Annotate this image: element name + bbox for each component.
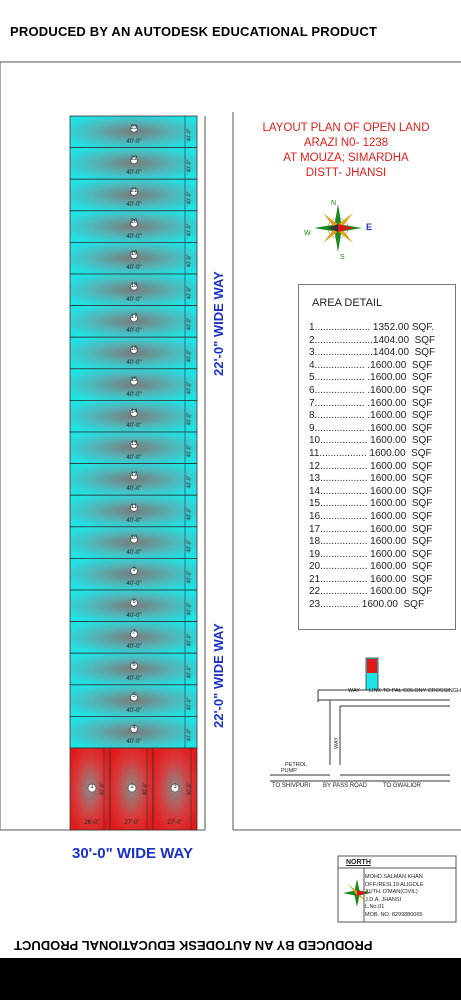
plot-width-label: 40'-0" [126, 739, 142, 746]
title-line-1: LAYOUT PLAN OF OPEN LAND [262, 122, 430, 134]
plot-width-label: 40'-0" [126, 138, 142, 145]
plot-number: 17 [130, 314, 138, 321]
plot-number: 22 [130, 156, 138, 163]
plot-side-label: 40'-0" [186, 286, 193, 300]
area-row: 16................. 1600.00 SQF [309, 510, 433, 522]
plots-group [70, 116, 197, 748]
plot-side-label: 40'-0" [186, 318, 193, 331]
plot-number: 21 [130, 187, 138, 194]
plot-side-label: 40'-0" [186, 507, 193, 521]
owner-line: MOB. NO. 8299880065 [365, 911, 423, 918]
plot-width-label: 40'-0" [126, 328, 142, 335]
map-gwalior-label: TO GWALIOR [383, 783, 422, 789]
plot-number: 9 [132, 567, 136, 574]
area-row: 1.................... 1352.00 SQF. [309, 322, 435, 333]
plot-side-label: 40'-0" [186, 539, 193, 552]
plot-number: 4 [132, 725, 136, 732]
title-line-4: DISTT- JHANSI [305, 167, 387, 179]
plot-width-label: 40'-0" [126, 201, 142, 208]
map-bypass-label: BY PASS ROAD [323, 783, 368, 789]
plot-width-label: 40'-0" [126, 233, 142, 240]
plot-width-label: 40'-0" [126, 581, 142, 588]
owner-line: OFF./RESI.19 ALIGOLE [365, 881, 424, 888]
area-row: 20................. 1600.00 SQF [309, 561, 433, 573]
corner-side-label: 40'-0" [99, 782, 106, 796]
map-way-label: WAY [348, 688, 360, 694]
area-row: 21................. 1600.00 SQF [309, 573, 433, 585]
plot-width-label: 40'-0" [126, 265, 142, 272]
corner-plot-number: 2 [130, 784, 134, 790]
plot-side-label: 40'-0" [186, 412, 193, 426]
map-pump-label: PUMP [281, 768, 297, 774]
plot-number: 20 [130, 219, 138, 226]
area-detail-list [309, 322, 435, 612]
area-row: 15................. 1600.00 SQF [309, 498, 433, 510]
plot-side-label: 40'-0" [186, 665, 193, 679]
plot-width-label: 40'-0" [126, 644, 142, 651]
owner-line: AUTH. D'MAN(CIVIL) [365, 889, 418, 896]
footer-bar [0, 958, 461, 1000]
plot-side-label: 40'-0" [186, 476, 193, 489]
plot-side-label: 40'-0" [186, 254, 193, 268]
plot-width-label: 40'-0" [126, 549, 142, 556]
plot-width-label: 40'-0" [126, 707, 142, 714]
plot-width-label: 40'-0" [126, 675, 142, 682]
compass-e: E [366, 222, 373, 232]
plot-number: 14 [130, 409, 138, 416]
plot-number: 7 [132, 630, 136, 637]
map-way-vertical: WAY [333, 737, 340, 749]
plot-side-label: 40'-0" [186, 381, 193, 394]
area-row: 23.............. 1600.00 SQF [309, 599, 425, 611]
plot-width-label: 40'-0" [126, 296, 142, 303]
north-label: NORTH [346, 859, 371, 866]
owner-stamp [365, 874, 424, 920]
plot-side-label: 40'-0" [186, 349, 193, 363]
plot-side-label: 40'-0" [186, 602, 193, 616]
plot-side-label: 40'-0" [186, 191, 193, 205]
plot-width-label: 40'-0" [126, 359, 142, 366]
plot-width-label: 40'-0" [126, 486, 142, 493]
plot-number: 13 [130, 440, 138, 447]
plot-width-label: 40'-0" [126, 454, 142, 461]
plot-number: 18 [130, 282, 138, 289]
title-line-3: AT MOUZA; SIMARDHA [283, 152, 409, 164]
corner-side-label: 40'-0" [186, 782, 193, 796]
area-row: 9.................. .1600.00 SQF [309, 422, 433, 434]
watermark-bottom: PRODUCED BY AN AUTODESK EDUCATIONAL PRODUCT [14, 938, 373, 953]
plot-width-label: 40'-0" [126, 391, 142, 398]
map-petrol-label: PETROL [285, 762, 308, 768]
plot-side-label: 40'-0" [186, 444, 193, 458]
plot-number: 16 [130, 345, 138, 352]
area-row: 8.................. .1600.00 SQF [309, 410, 433, 422]
area-row: 5.................. .1600.00 SQF [309, 372, 433, 384]
plot-side-label: 40'-0" [186, 634, 193, 647]
area-row: 18................. 1600.00 SQF [309, 536, 433, 548]
owner-line: MOHD.SALMAN KHAN [365, 874, 423, 880]
area-row: 2.....................1404.00 SQF [309, 334, 436, 346]
corner-side-label: 40'-0" [142, 782, 149, 796]
corner-width-label: 27'-0" [124, 820, 140, 826]
compass-w: W [304, 230, 311, 237]
area-row: 11................. 1600.00 SQF [309, 447, 432, 459]
way-label-right-lower: 22'-0" WIDE WAY [211, 623, 226, 728]
area-row: 12................. 1600.00 SQF [309, 460, 433, 472]
area-row: 6.................. .1600.00 SQF [309, 384, 433, 396]
corner-plot-number: 1 [90, 784, 94, 790]
plot-number: 11 [130, 503, 138, 510]
area-row: 17................. 1600.00 SQF [309, 523, 433, 535]
plot-width-label: 40'-0" [126, 517, 142, 524]
area-row: 22................. 1600.00 SQF [309, 586, 433, 598]
plot-side-label: 40'-0" [186, 128, 193, 142]
plot-side-label: 40'-0" [186, 570, 193, 584]
plot-number: 8 [132, 598, 136, 605]
owner-line: L.No.01 [365, 904, 385, 911]
olx-logo: OLX [393, 931, 435, 953]
watermark-top: PRODUCED BY AN AUTODESK EDUCATIONAL PRODUCT [10, 24, 378, 39]
corner-plot-number: 3 [173, 784, 177, 790]
corner-width-label: 27'-0" [167, 820, 183, 826]
plot-side-label: 40'-0" [186, 223, 193, 236]
plot-number: 23 [130, 124, 138, 131]
plot-number: 10 [130, 535, 138, 542]
compass-s: S [340, 254, 345, 261]
corner-width-label: 26'-0" [84, 820, 100, 826]
plot-number: 15 [130, 377, 138, 384]
area-row: 13................. 1600.00 SQF [309, 473, 433, 485]
plot-width-label: 40'-0" [126, 170, 142, 177]
area-row: 19................. 1600.00 SQF [309, 548, 433, 560]
map-shivpuri-label: TO SHIVPURI [272, 783, 311, 789]
area-row: 10................. 1600.00 SQF [309, 435, 433, 447]
title-block [236, 121, 456, 181]
plot-number: 5 [132, 693, 136, 700]
area-row: 3.....................1404.00 SQF [309, 347, 436, 359]
way-label-right-upper: 22'-0" WIDE WAY [211, 271, 226, 376]
compass-n: N [331, 200, 337, 207]
plot-number: 6 [132, 661, 136, 668]
plot-width-label: 40'-0" [126, 612, 142, 619]
compass-rose-icon [314, 204, 362, 252]
way-label-bottom: 30'-0" WIDE WAY [72, 845, 193, 862]
plot-number: 19 [130, 251, 138, 258]
plot-side-label: 40'-0" [186, 728, 193, 742]
plot-side-label: 40'-0" [186, 697, 193, 710]
map-link-label: LINK TO PAL COLONY CROSSINGH [369, 688, 461, 694]
plot-number: 12 [130, 472, 138, 479]
title-line-2: ARAZI N0- 1238 [303, 137, 389, 149]
area-row: 14................. 1600.00 SQF [309, 485, 433, 497]
owner-line: J.D.A. JHANSI [365, 896, 402, 903]
area-row: 7.................. .1600.00 SQF [309, 397, 433, 409]
plot-side-label: 40'-0" [186, 160, 193, 173]
area-detail-heading: AREA DETAIL [312, 297, 383, 309]
site-marker-red [367, 659, 377, 673]
area-row: 4.................. .1600.00 SQF [309, 359, 433, 371]
plot-width-label: 40'-0" [126, 423, 142, 430]
